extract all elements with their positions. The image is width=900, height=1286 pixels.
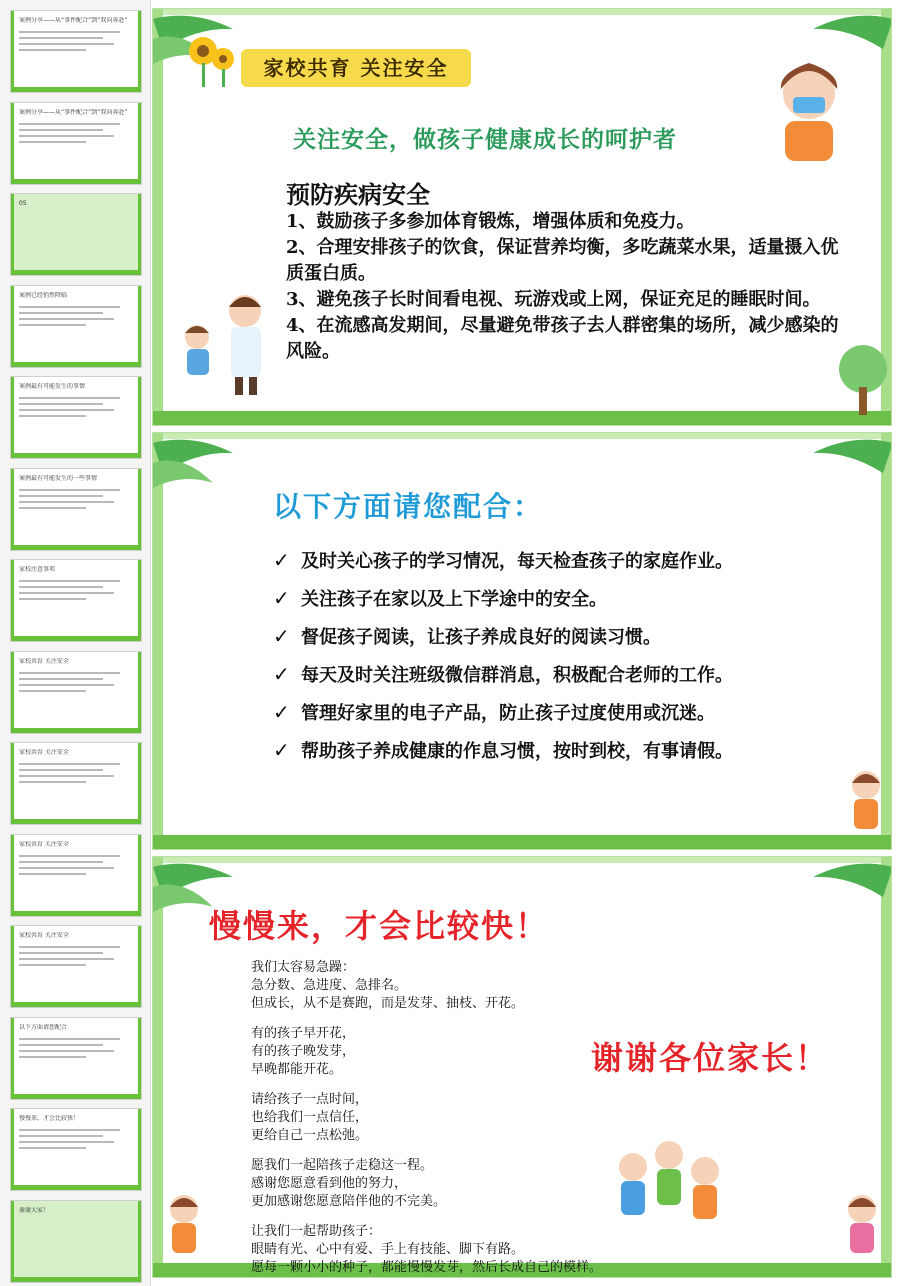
- list-item-text: 管理好家里的电子产品，防止孩子过度使用或沉迷。: [301, 703, 715, 724]
- thumbnail-title: 案例分享——从“事件配合”到“双向奔赴”: [19, 17, 128, 24]
- thumb-frame: [138, 1201, 141, 1282]
- paragraph: [251, 1025, 671, 1079]
- thumb-grass: [11, 1002, 141, 1007]
- text-line: 急分数、急进度、急排名。: [251, 978, 408, 993]
- thumb-grass: [11, 87, 141, 92]
- slide-thumbnail[interactable]: [10, 193, 142, 276]
- left-frame: [153, 433, 163, 849]
- list-item-text: 及时关心孩子的学习情况，每天检查孩子的家庭作业。: [301, 551, 733, 572]
- children-group-illustration-icon: [605, 1137, 735, 1237]
- list-item: [273, 617, 853, 655]
- thumb-text-lines: [19, 580, 131, 604]
- list-item-text: 关注孩子在家以及上下学途中的安全。: [301, 589, 607, 610]
- thumb-text-lines: [19, 31, 131, 55]
- thumb-frame: [138, 926, 141, 1007]
- thumb-grass: [11, 545, 141, 550]
- text-line: 更加感谢您愿意陪伴他的不完美。: [251, 1194, 447, 1209]
- thumb-frame: [138, 286, 141, 367]
- text-line: 请给孩子一点时间，: [251, 1092, 369, 1107]
- girl-illustration-icon: [841, 763, 891, 843]
- thumbnail-title: 家校注意事项: [19, 566, 56, 573]
- text-line: 眼睛有光、心中有爱、手上有技能、脚下有路。: [251, 1242, 525, 1257]
- slide-thumbnail[interactable]: [10, 285, 142, 368]
- sunflower-icon: [183, 31, 239, 87]
- girl-with-mask-illustration-icon: [759, 53, 859, 163]
- thumb-grass: [11, 819, 141, 824]
- list-item-text: 帮助孩子养成健康的作息习惯，按时到校，有事请假。: [301, 741, 733, 762]
- text-line: 感谢您愿意看到他的努力，: [251, 1176, 408, 1191]
- thumb-frame: [11, 11, 14, 92]
- slide-thumbnail[interactable]: [10, 834, 142, 917]
- thumb-frame: [138, 652, 141, 733]
- paragraph: [251, 959, 671, 1013]
- thumb-frame: [11, 469, 14, 550]
- thumb-grass: [11, 1185, 141, 1190]
- thumb-frame: [11, 1018, 14, 1099]
- thumbnail-title: 05: [19, 200, 27, 207]
- left-frame: [153, 9, 163, 425]
- slide-title: 以下方面请您配合：: [273, 490, 544, 523]
- thumb-text-lines: [19, 946, 131, 970]
- tips-list: [286, 209, 846, 365]
- text-line: 但成长，从不是赛跑，而是发芽、抽枝、开花。: [251, 996, 525, 1011]
- palm-leaves-icon: [813, 433, 892, 493]
- text-line: 愿每一颗小小的种子，都能慢慢发芽，然后长成自己的模样。: [251, 1260, 603, 1275]
- slide-thumbnail[interactable]: [10, 651, 142, 734]
- slide-1[interactable]: [152, 8, 892, 426]
- thumb-frame: [11, 743, 14, 824]
- girl-illustration-icon: [159, 1187, 209, 1267]
- tree-icon: [833, 339, 892, 419]
- list-item: [273, 541, 853, 579]
- thumb-frame: [11, 652, 14, 733]
- thumb-frame: [138, 469, 141, 550]
- thumbnail-title: 案例已经悄然降临: [19, 291, 68, 299]
- slide-thumbnail[interactable]: [10, 468, 142, 551]
- slide-thumbnail[interactable]: [10, 376, 142, 459]
- check-icon: ✓: [273, 548, 290, 572]
- thumb-frame: [11, 286, 14, 367]
- thumb-frame: [138, 560, 141, 641]
- text-line: 让我们一起帮助孩子：: [251, 1224, 382, 1239]
- thumb-grass: [11, 1277, 141, 1282]
- tip-item: 4、在流感高发期间，尽量避免带孩子去人群密集的场所，减少感染的风险。: [286, 315, 839, 362]
- thumb-text-lines: [19, 855, 131, 879]
- thumb-frame: [138, 194, 141, 275]
- thumb-text-lines: [19, 123, 131, 147]
- thumb-text-lines: [19, 397, 131, 421]
- check-icon: ✓: [273, 700, 290, 724]
- thumb-text-lines: [19, 763, 131, 787]
- text-line: 也给我们一点信任，: [251, 1110, 369, 1125]
- girl-illustration-icon: [837, 1187, 887, 1267]
- slide-thumbnail[interactable]: [10, 742, 142, 825]
- thumb-grass: [11, 453, 141, 458]
- thumbnail-title: 案例最有可能发生的事情: [19, 383, 86, 390]
- top-frame: [153, 9, 891, 15]
- section-banner: 家校共育 关注安全: [241, 49, 471, 87]
- slide-2[interactable]: [152, 432, 892, 850]
- tip-item: 3、避免孩子长时间看电视、玩游戏或上网，保证充足的睡眠时间。: [286, 289, 821, 310]
- list-item-text: 督促孩子阅读，让孩子养成良好的阅读习惯。: [301, 627, 661, 648]
- thumb-text-lines: [19, 306, 131, 330]
- text-line: 早晚都能开花。: [251, 1062, 343, 1077]
- slide-thumbnail[interactable]: [10, 102, 142, 185]
- top-frame: [153, 857, 891, 863]
- tip-item: 2、合理安排孩子的饮食，保证营养均衡，多吃蔬菜水果，适量摄入优质蛋白质。: [286, 237, 839, 284]
- grass-border: [153, 835, 891, 849]
- section-heading: 预防疾病安全: [286, 180, 430, 209]
- list-item: [273, 579, 853, 617]
- thumb-frame: [11, 926, 14, 1007]
- check-icon: ✓: [273, 586, 290, 610]
- palm-leaves-icon: [153, 433, 243, 493]
- slide-subtitle: 关注安全，做孩子健康成长的呵护者: [293, 126, 677, 153]
- thumb-grass: [11, 362, 141, 367]
- thumb-frame: [11, 835, 14, 916]
- slide-thumbnail[interactable]: [10, 1200, 142, 1283]
- text-line: 愿我们一起陪孩子走稳这一程。: [251, 1158, 434, 1173]
- thumbnail-title: 家校共育 关注安全: [19, 840, 69, 848]
- tip-item: 1、鼓励孩子多参加体育锻炼，增强体质和免疫力。: [286, 211, 695, 232]
- thumb-text-lines: [19, 489, 131, 513]
- thumbnail-title: 案例最有可能发生的一些事情: [19, 474, 98, 482]
- thumb-grass: [11, 1094, 141, 1099]
- thumb-frame: [138, 11, 141, 92]
- text-line: 更给自己一点松弛。: [251, 1128, 369, 1143]
- thumb-text-lines: [19, 1038, 131, 1062]
- thumb-frame: [138, 743, 141, 824]
- thumb-frame: [11, 560, 14, 641]
- thumb-frame: [138, 835, 141, 916]
- list-item-text: 每天及时关注班级微信群消息，积极配合老师的工作。: [301, 665, 733, 686]
- slide-thumbnail[interactable]: [10, 559, 142, 642]
- thumb-frame: [138, 103, 141, 184]
- text-line: 有的孩子早开花，: [251, 1026, 356, 1041]
- thumb-grass: [11, 179, 141, 184]
- thumb-frame: [11, 377, 14, 458]
- top-frame: [153, 433, 891, 439]
- slide-thumbnail[interactable]: [10, 1017, 142, 1100]
- thumbnail-title: 家校共育 关注安全: [19, 932, 69, 939]
- slide-thumbnail[interactable]: [10, 10, 142, 93]
- slide-thumbnail[interactable]: [10, 1108, 142, 1191]
- list-item: [273, 655, 853, 693]
- slide-title: 慢慢来，才会比较快！: [209, 907, 550, 945]
- thumb-frame: [11, 1201, 14, 1282]
- thumb-frame: [11, 103, 14, 184]
- slide-thumbnail[interactable]: [10, 925, 142, 1008]
- thumb-frame: [138, 377, 141, 458]
- thumbnail-title: 案例分享——从“事件配合”到“双向奔赴”: [19, 108, 128, 116]
- thumbnail-title: 家校共育 关注安全: [19, 749, 69, 756]
- palm-leaves-icon: [813, 857, 892, 917]
- thumbnail-title: 家校共育 关注安全: [19, 657, 69, 665]
- list-item: [273, 731, 853, 769]
- thumb-grass: [11, 636, 141, 641]
- thumb-frame: [11, 194, 14, 275]
- cooperation-list: [273, 541, 853, 769]
- text-line: 我们太容易急躁：: [251, 960, 356, 975]
- thumbnail-title: 以下方面请您配合: [19, 1023, 68, 1031]
- check-icon: ✓: [273, 662, 290, 686]
- thumb-frame: [138, 1018, 141, 1099]
- list-item: [273, 693, 853, 731]
- thumb-frame: [11, 1109, 14, 1190]
- thumb-grass: [11, 911, 141, 916]
- thumb-text-lines: [19, 1129, 131, 1153]
- slide-3[interactable]: [152, 856, 892, 1278]
- thumb-text-lines: [19, 672, 131, 696]
- doctor-and-child-illustration-icon: [175, 289, 271, 399]
- thumb-frame: [138, 1109, 141, 1190]
- grass-border: [153, 411, 891, 425]
- thumb-grass: [11, 728, 141, 733]
- text-line: 有的孩子晚发芽，: [251, 1044, 356, 1059]
- check-icon: ✓: [273, 624, 290, 648]
- check-icon: ✓: [273, 738, 290, 762]
- slide-thumbnail-rail: [0, 0, 151, 1286]
- thumb-grass: [11, 270, 141, 275]
- thanks-text: 谢谢各位家长！: [591, 1039, 830, 1077]
- thumbnail-title: 慢慢来，才会比较快！: [19, 1115, 80, 1122]
- thumbnail-title: 谢谢大家！: [19, 1206, 50, 1214]
